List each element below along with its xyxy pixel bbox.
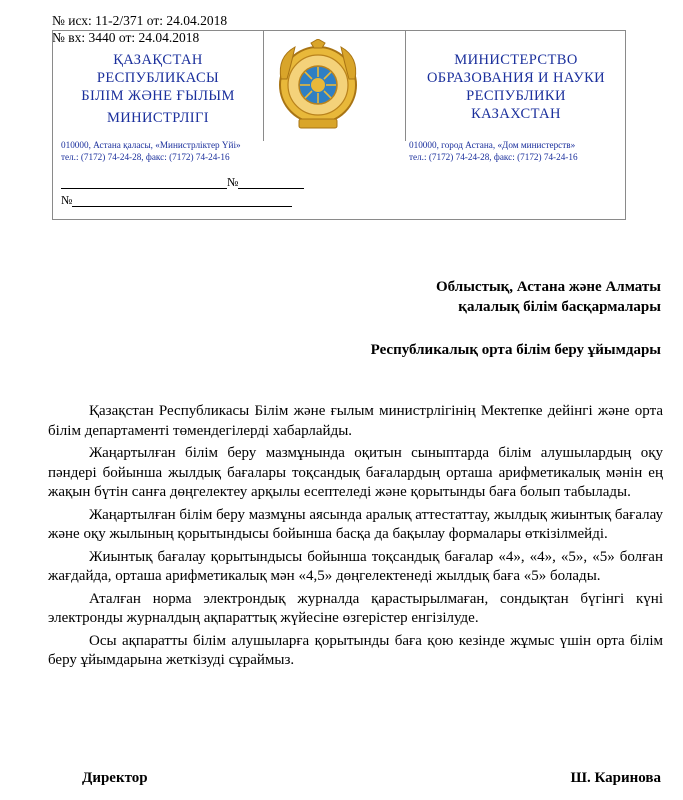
ministry-russian-line: КАЗАХСТАН: [471, 106, 561, 122]
address-russian-line: 010000, город Астана, «Дом министерств»: [409, 140, 576, 150]
reference-blank: [72, 195, 292, 207]
recipient-line-2: қалалық білім басқармалары: [458, 299, 661, 315]
ministry-kazakh-line: МИНИСТРЛІГІ: [106, 110, 210, 126]
number-blank: [238, 177, 304, 189]
letterhead-divider-left: [263, 31, 264, 141]
address-kazakh: [61, 139, 241, 163]
ministry-kazakh-line: БІЛІМ ЖӘНЕ ҒЫЛЫМ: [81, 88, 235, 104]
outgoing-registration: № исх: 11-2/371 от: 24.04.2018: [52, 13, 228, 28]
reference-number-line: [61, 193, 292, 207]
ministry-kazakh-line: ҚАЗАҚСТАН: [113, 52, 203, 68]
address-russian-line: тел.: (7172) 74-24-28, факс: (7172) 74-24-16: [409, 152, 578, 162]
address-kazakh-line: тел.: (7172) 74-24-28, факс: (7172) 74-24-16: [61, 152, 230, 162]
recipient-line-1: Облыстық, Астана және Алматы: [436, 279, 661, 295]
state-emblem-icon: [275, 39, 361, 131]
reference-number-sign: №: [61, 193, 73, 207]
letterhead: [52, 30, 626, 220]
address-kazakh-line: 010000, Астана қаласы, «Министрліктер Үйі»: [61, 140, 241, 150]
signature-title: Директор: [82, 770, 148, 786]
body-paragraph: Жаңартылған білім беру мазмұны аясында аралық аттестаттау, жылдық жиынтық бағалау және оқу жылының қорытындысы бойынша басқа да бақылау формалары өткізілмейді.: [48, 506, 663, 542]
date-number-line: [61, 175, 304, 189]
body-paragraph: Жаңартылған білім беру мазмұнында оқитын сыныптарда білім алушылардың оқу пәндері бойынша жылдық бағалары тоқсандық бағалардың орташа арифметикалық мәнін ең жақын бүтін санға дөңгелектеу арқылы есептеледі және қорытынды баға болып табылады.: [48, 445, 663, 500]
body-paragraph: Қазақстан Республикасы Білім және ғылым министрлігінің Мектепке дейінгі және орта білім департаменті төмендегілерді хабарлайды.: [48, 403, 663, 439]
ministry-name-kazakh: [53, 51, 263, 127]
body-paragraph: Аталған норма электрондық журналда қарастырылмаған, сондықтан бүгінгі күні электронды журналдың ақпараттық жүйесіне өзгерістер енгізілуде.: [48, 590, 663, 626]
ministry-russian-line: РЕСПУБЛИКИ: [466, 88, 566, 104]
ministry-russian-line: ОБРАЗОВАНИЯ И НАУКИ: [426, 70, 606, 86]
body-paragraph: Осы ақпаратты білім алушыларға қорытынды баға қою кезінде жұмыс үшін орта білім беру ұйымдарына жеткізуді сұраймыз.: [48, 632, 663, 668]
ministry-name-russian: [405, 51, 627, 123]
letter-body: [48, 402, 663, 674]
recipient-line-3: Республикалық орта білім беру ұйымдары: [370, 342, 661, 358]
signature-name: Ш. Каринова: [570, 770, 661, 786]
incoming-registration: № вх: 3440 от: 24.04.2018: [52, 30, 200, 45]
body-paragraph: Жиынтық бағалау қорытындысы бойынша тоқсандық бағалар «4», «4», «5», «5» болған жағдайда, орташа арифметикалық мән «4,5» дөңгелектенеді жылдық баға «5» болады.: [48, 548, 663, 584]
address-russian: [409, 139, 578, 163]
ministry-kazakh-line: РЕСПУБЛИКАСЫ: [96, 70, 220, 86]
date-blank: [61, 177, 227, 189]
ministry-russian-line: МИНИСТЕРСТВО: [454, 52, 578, 68]
number-sign: №: [227, 175, 239, 189]
